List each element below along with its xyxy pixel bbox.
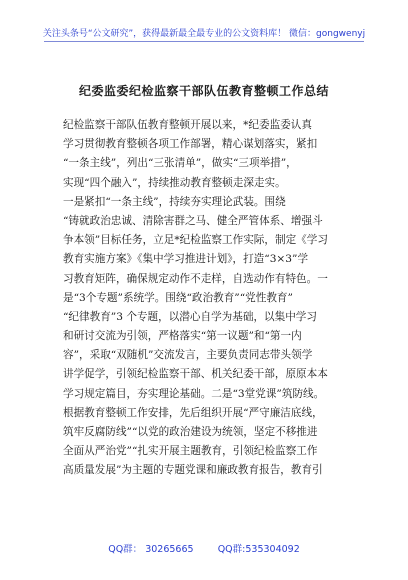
body-line: 全面从严治党”“扎实开展主题教育，引领纪检监察工作 [63, 445, 318, 458]
body-line: 实现“四个融入”，持续推动教育整顿走深走实。 [63, 176, 286, 189]
body-line: 容”，采取“双随机”交流发言，主要负责同志带头领学 [63, 349, 313, 362]
document-body [63, 116, 353, 481]
document-title: 纪委监委纪检监察干部队伍教育整顿工作总结 [78, 84, 329, 98]
body-line: 习教育矩阵，确保规定动作不走样，自选动作有特色。一 [63, 272, 328, 285]
header-divider [44, 41, 364, 42]
body-line: 筑牢反腐防线”“以党的政治建设为统领，坚定不移推进 [63, 426, 318, 438]
body-line: 争本领”目标任务，立足*纪检监察工作实际，制定《学习 [63, 234, 328, 247]
footer-contact: QQ群： 30265665 QQ群:535304092 [108, 544, 300, 555]
body-line: 纪检监察干部队伍教育整顿开展以来，*纪委监委认真 [63, 119, 312, 131]
body-line: 讲学促学，引领纪检监察干部、机关纪委干部，原原本本 [63, 368, 328, 381]
body-line: 教育实施方案》《集中学习推进计划》，打造“3×3”学 [63, 253, 309, 266]
body-line: 高质量发展”为主题的专题党课和廉政教育报告，教育引 [63, 464, 323, 477]
body-line: 学习贯彻教育整顿各项工作部署，精心谋划落实，紧扣 [63, 138, 318, 151]
body-line: 根据教育整顿工作安排，先后组织开展“严守廉洁底线， [63, 406, 323, 419]
body-line: “铸就政治忠诚、清除害群之马、健全严管体系、增强斗 [63, 214, 323, 227]
body-line: “一条主线”，列出“三张清单”，做实“三项举措”， [63, 157, 297, 170]
body-line: 一是紧扣“一条主线”，持续夯实理论武装。围绕 [63, 195, 286, 208]
body-line: 和研讨交流为引领，严格落实“第一议题”和“第一内 [63, 330, 302, 343]
header-notice: 关注头条号“公文研究”，获得最新最全最专业的公文资料库！ 微信：gongwenyj [42, 29, 366, 39]
body-line: 是“3个专题”系统学。围绕“政治教育”“党性教育” [63, 291, 293, 304]
body-line: 学习规定篇目，夯实理论基础。二是“3堂党课”筑防线。 [63, 387, 325, 400]
body-line: “纪律教育”3 个专题，以潜心自学为基础，以集中学习 [63, 310, 317, 323]
